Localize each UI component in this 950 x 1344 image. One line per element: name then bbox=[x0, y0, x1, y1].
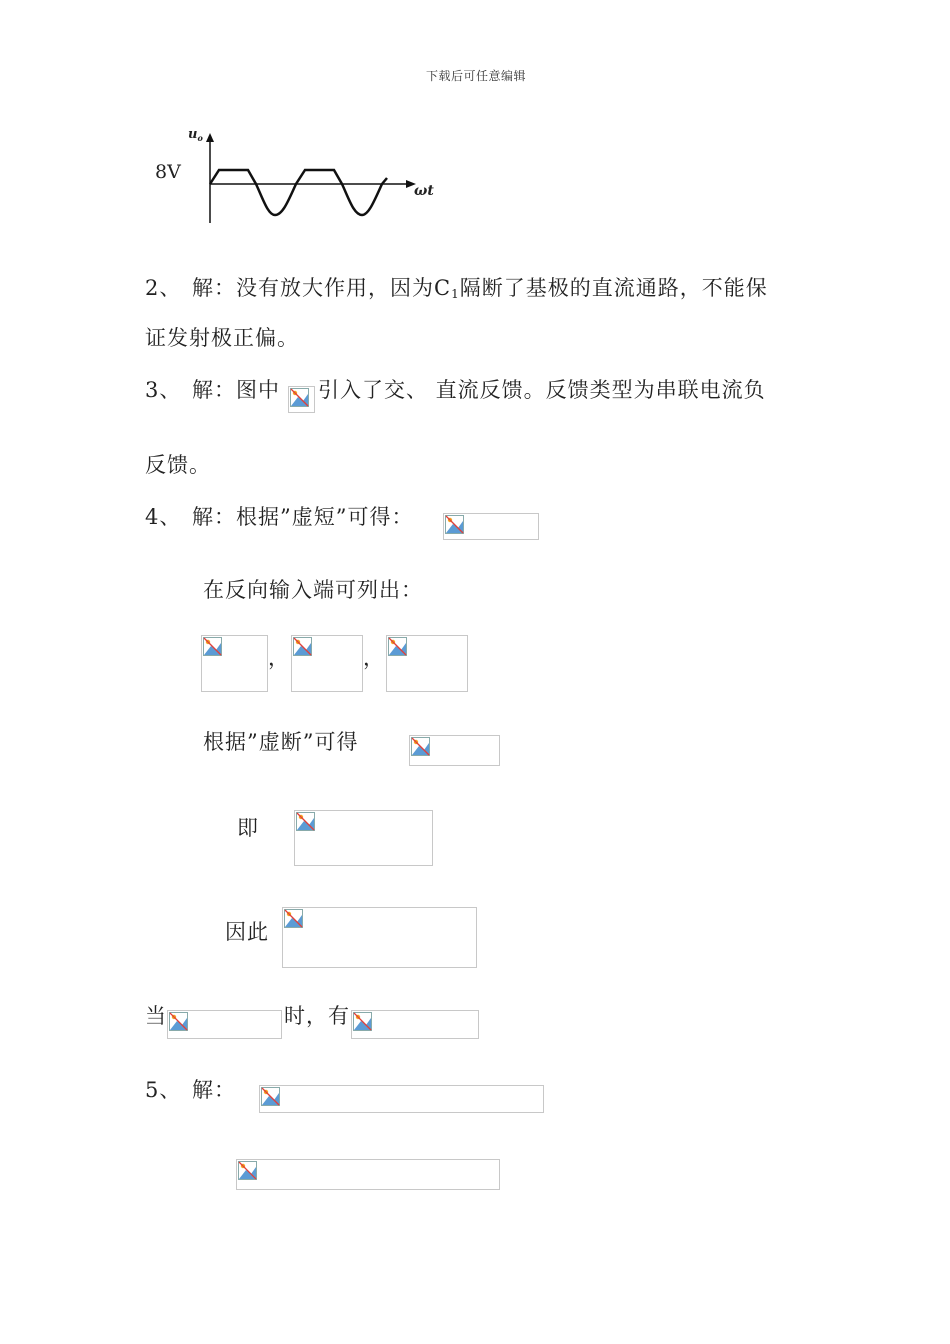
q5-text: 解： bbox=[192, 1078, 236, 1102]
waveform-figure bbox=[150, 125, 450, 230]
broken-image-icon bbox=[261, 1087, 280, 1106]
formula-image-q3 bbox=[288, 386, 315, 413]
broken-image-icon bbox=[353, 1012, 372, 1031]
broken-image-icon bbox=[290, 388, 309, 407]
y-axis-arrow bbox=[206, 133, 214, 142]
broken-image-icon bbox=[284, 909, 303, 928]
formula-image-q5-1 bbox=[259, 1085, 544, 1113]
broken-image-icon bbox=[293, 637, 312, 656]
q3-number: 3、 bbox=[145, 378, 182, 402]
q4-number: 4、 bbox=[145, 505, 182, 529]
y-axis-label: $u_o$ bbox=[188, 127, 203, 143]
formula-image-eq1 bbox=[201, 635, 268, 692]
q4-shi: 时，有 bbox=[284, 1004, 350, 1028]
x-axis-label: ωt bbox=[414, 183, 434, 199]
q4-dang: 当 bbox=[145, 1004, 167, 1028]
formula-image-dang bbox=[167, 1010, 282, 1039]
q2-line1: 解：没有放大作用，因为$C_1$隔断了基极的直流通路，不能保 bbox=[192, 276, 768, 301]
level-label: 8V bbox=[155, 161, 181, 183]
formula-image-virtual-open bbox=[409, 735, 500, 766]
q5-number: 5、 bbox=[145, 1078, 182, 1102]
broken-image-icon bbox=[445, 515, 464, 534]
comma-1: ， bbox=[268, 646, 290, 670]
broken-image-icon bbox=[296, 812, 315, 831]
formula-image-ji bbox=[294, 810, 433, 866]
q4-virtual-open: 根据”虚断”可得 bbox=[203, 730, 359, 754]
q4-yinci: 因此 bbox=[225, 920, 269, 944]
formula-image-eq3 bbox=[386, 635, 468, 692]
broken-image-icon bbox=[169, 1012, 188, 1031]
comma-2: ， bbox=[363, 646, 385, 670]
formula-image-result bbox=[351, 1010, 479, 1039]
waveform-curve bbox=[210, 170, 387, 215]
broken-image-icon bbox=[203, 637, 222, 656]
formula-image-virtual-short bbox=[443, 513, 539, 540]
q2-line2: 证发射极正偏。 bbox=[145, 326, 299, 350]
formula-image-eq2 bbox=[291, 635, 363, 692]
q3-text-b: 引入了交、 直流反馈。反馈类型为串联电流负 bbox=[318, 378, 766, 402]
formula-image-yinci bbox=[282, 907, 477, 968]
q3-text-a: 解：图中 bbox=[192, 378, 280, 402]
formula-image-q5-2 bbox=[236, 1159, 500, 1190]
broken-image-icon bbox=[238, 1161, 257, 1180]
q4-text-a: 解：根据”虚短”可得： bbox=[192, 505, 414, 529]
q3-line2: 反馈。 bbox=[145, 453, 211, 477]
broken-image-icon bbox=[388, 637, 407, 656]
q4-line2: 在反向输入端可列出： bbox=[203, 578, 423, 602]
page-header: 下载后可任意编辑 bbox=[426, 69, 527, 83]
q4-ji: 即 bbox=[237, 816, 259, 840]
broken-image-icon bbox=[411, 737, 430, 756]
q2-number: 2、 bbox=[145, 276, 182, 300]
